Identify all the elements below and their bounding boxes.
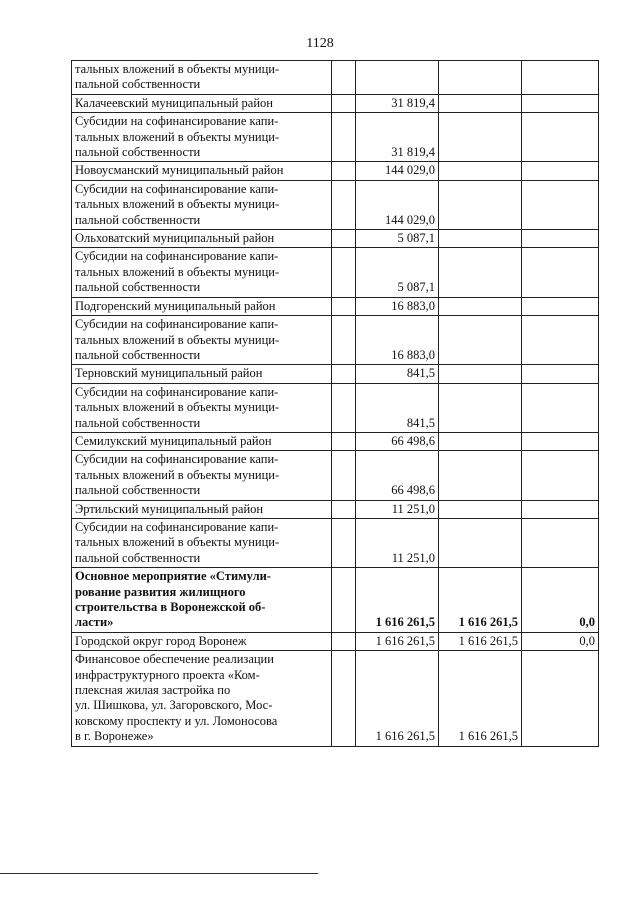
row-value-1-text: 11 251,0 (391, 501, 435, 516)
row-name-text: Новоусманский муниципальный район (75, 163, 284, 178)
row-value-3-cell (522, 94, 599, 112)
row-name-text: Подгоренский муниципальный район (75, 298, 276, 313)
row-value-3-cell (522, 518, 599, 567)
row-gap-cell (332, 94, 356, 112)
row-value-1-text: 31 819,4 (391, 95, 435, 110)
row-value-2-cell (439, 94, 522, 112)
row-name-cell (72, 383, 332, 432)
row-value-1-text: 11 251,0 (391, 550, 435, 565)
row-gap-cell (332, 365, 356, 383)
row-name-cell (72, 113, 332, 162)
row-name-cell (72, 568, 332, 633)
row-value-2-cell (439, 248, 522, 297)
row-name-text: Субсидии на софинансирование капи- тальных вложений в объекты муници- пальной собственности (75, 452, 280, 498)
page-number: 1128 (306, 36, 334, 51)
row-value-3-cell (522, 500, 599, 518)
row-value-2-cell (439, 180, 522, 229)
row-value-1-cell (356, 632, 439, 650)
row-value-2-cell (439, 651, 522, 746)
row-gap-cell (332, 113, 356, 162)
row-value-2-cell (439, 61, 522, 95)
row-gap-cell (332, 500, 356, 518)
row-value-1-cell (356, 451, 439, 500)
row-value-2-cell (439, 568, 522, 633)
row-value-1-cell (356, 230, 439, 248)
row-name-text: Основное мероприятие «Стимули- рование развития жилищного строительства в Воронежской об- ласти» (75, 569, 271, 630)
row-value-1-cell (356, 316, 439, 365)
row-value-2-text: 1 616 261,5 (458, 615, 518, 630)
row-gap-cell (332, 180, 356, 229)
row-name-text: Финансовое обеспечение реализации инфраструктурного проекта «Ком- плексная жилая застройка по ул. Шишкова, ул. Загоровского, Мос- ковскому проспекту и ул. Ломоносова в г. Воронеже» (75, 652, 278, 744)
row-value-2-cell (439, 230, 522, 248)
row-value-1-text: 144 029,0 (385, 212, 435, 227)
row-value-1-cell (356, 432, 439, 450)
row-value-1-text: 841,5 (406, 366, 435, 381)
row-name-cell (72, 451, 332, 500)
row-value-2-cell (439, 383, 522, 432)
row-name-cell (72, 162, 332, 180)
row-value-3-cell (522, 230, 599, 248)
table-row (72, 500, 599, 518)
row-value-1-cell (356, 113, 439, 162)
row-value-1-cell (356, 248, 439, 297)
row-value-3-text: 0,0 (579, 633, 595, 648)
row-value-3-cell (522, 113, 599, 162)
row-gap-cell (332, 383, 356, 432)
row-name-text: Субсидии на софинансирование капи- тальных вложений в объекты муници- пальной собственности (75, 181, 280, 227)
table-row (72, 568, 599, 633)
row-value-3-text: 0,0 (579, 615, 595, 630)
row-value-1-text: 31 819,4 (391, 145, 435, 160)
row-value-1-text: 66 498,6 (391, 433, 435, 448)
table-row (72, 61, 599, 95)
budget-table-body (72, 61, 599, 747)
table-row (72, 451, 599, 500)
row-name-cell (72, 180, 332, 229)
row-gap-cell (332, 568, 356, 633)
row-value-3-cell (522, 248, 599, 297)
row-name-text: Калачеевский муниципальный район (75, 95, 273, 110)
table-row (72, 651, 599, 746)
row-name-cell (72, 365, 332, 383)
table-row (72, 432, 599, 450)
row-value-1-cell (356, 568, 439, 633)
row-name-text: Ольховатский муниципальный район (75, 231, 275, 246)
table-row (72, 297, 599, 315)
table-row (72, 248, 599, 297)
row-gap-cell (332, 61, 356, 95)
row-value-2-cell (439, 316, 522, 365)
row-name-cell (72, 230, 332, 248)
row-gap-cell (332, 162, 356, 180)
row-value-1-cell (356, 383, 439, 432)
row-value-3-cell (522, 180, 599, 229)
row-value-2-cell (439, 365, 522, 383)
row-value-1-cell (356, 61, 439, 95)
table-row (72, 383, 599, 432)
table-row (72, 180, 599, 229)
row-value-2-cell (439, 162, 522, 180)
row-value-3-cell (522, 568, 599, 633)
row-name-cell (72, 297, 332, 315)
table-row (72, 316, 599, 365)
footer-rule (0, 873, 318, 874)
row-gap-cell (332, 230, 356, 248)
row-value-3-cell (522, 432, 599, 450)
row-value-1-text: 5 087,1 (397, 231, 435, 246)
row-value-1-text: 66 498,6 (391, 483, 435, 498)
row-name-cell (72, 632, 332, 650)
row-name-cell (72, 248, 332, 297)
row-name-text: Субсидии на софинансирование капи- тальных вложений в объекты муници- пальной собственности (75, 249, 280, 295)
row-gap-cell (332, 297, 356, 315)
row-value-1-text: 144 029,0 (385, 163, 435, 178)
row-value-1-cell (356, 297, 439, 315)
row-value-2-cell (439, 297, 522, 315)
row-value-3-cell (522, 297, 599, 315)
row-value-1-cell (356, 651, 439, 746)
row-value-3-cell (522, 316, 599, 365)
row-value-1-cell (356, 500, 439, 518)
row-value-1-cell (356, 162, 439, 180)
row-name-text: Терновский муниципальный район (75, 366, 263, 381)
row-value-1-text: 1 616 261,5 (375, 615, 435, 630)
row-value-1-text: 841,5 (406, 415, 435, 430)
row-name-text: Городской округ город Воронеж (75, 633, 247, 648)
row-gap-cell (332, 518, 356, 567)
table-row (72, 632, 599, 650)
row-name-cell (72, 518, 332, 567)
row-value-2-cell (439, 113, 522, 162)
row-value-3-cell (522, 383, 599, 432)
row-value-1-cell (356, 94, 439, 112)
row-value-1-text: 1 616 261,5 (375, 729, 435, 744)
row-gap-cell (332, 432, 356, 450)
row-name-text: Субсидии на софинансирование капи- тальных вложений в объекты муници- пальной собственности (75, 519, 280, 565)
row-name-cell (72, 316, 332, 365)
row-value-1-cell (356, 180, 439, 229)
row-value-2-cell (439, 632, 522, 650)
row-value-2-cell (439, 451, 522, 500)
row-name-cell (72, 61, 332, 95)
row-value-3-cell (522, 162, 599, 180)
row-value-3-cell (522, 651, 599, 746)
row-name-text: Семилукский муниципальный район (75, 433, 272, 448)
row-value-2-cell (439, 500, 522, 518)
row-name-text: Субсидии на софинансирование капи- тальных вложений в объекты муници- пальной собственности (75, 114, 280, 160)
budget-table (71, 60, 599, 747)
row-value-2-text: 1 616 261,5 (458, 729, 518, 744)
table-row (72, 518, 599, 567)
row-value-2-cell (439, 518, 522, 567)
row-gap-cell (332, 316, 356, 365)
row-value-3-cell (522, 365, 599, 383)
row-name-cell (72, 94, 332, 112)
row-value-3-cell (522, 451, 599, 500)
row-name-text: тальных вложений в объекты муници- пальной собственности (75, 62, 280, 92)
row-value-1-text: 5 087,1 (397, 280, 435, 295)
table-row (72, 94, 599, 112)
row-name-text: Субсидии на софинансирование капи- тальных вложений в объекты муници- пальной собственности (75, 384, 280, 430)
row-value-1-text: 1 616 261,5 (375, 633, 435, 648)
row-value-1-cell (356, 365, 439, 383)
row-name-cell (72, 432, 332, 450)
table-row (72, 113, 599, 162)
row-name-text: Эртильский муниципальный район (75, 501, 264, 516)
row-gap-cell (332, 651, 356, 746)
row-gap-cell (332, 248, 356, 297)
row-value-1-text: 16 883,0 (391, 298, 435, 313)
row-gap-cell (332, 451, 356, 500)
row-value-3-cell (522, 61, 599, 95)
row-value-2-text: 1 616 261,5 (458, 633, 518, 648)
table-row (72, 230, 599, 248)
row-gap-cell (332, 632, 356, 650)
table-row (72, 365, 599, 383)
table-row (72, 162, 599, 180)
row-name-cell (72, 651, 332, 746)
row-value-1-cell (356, 518, 439, 567)
row-value-3-cell (522, 632, 599, 650)
row-name-text: Субсидии на софинансирование капи- тальных вложений в объекты муници- пальной собственности (75, 317, 280, 362)
row-value-1-text: 16 883,0 (391, 347, 435, 362)
row-value-2-cell (439, 432, 522, 450)
row-name-cell (72, 500, 332, 518)
